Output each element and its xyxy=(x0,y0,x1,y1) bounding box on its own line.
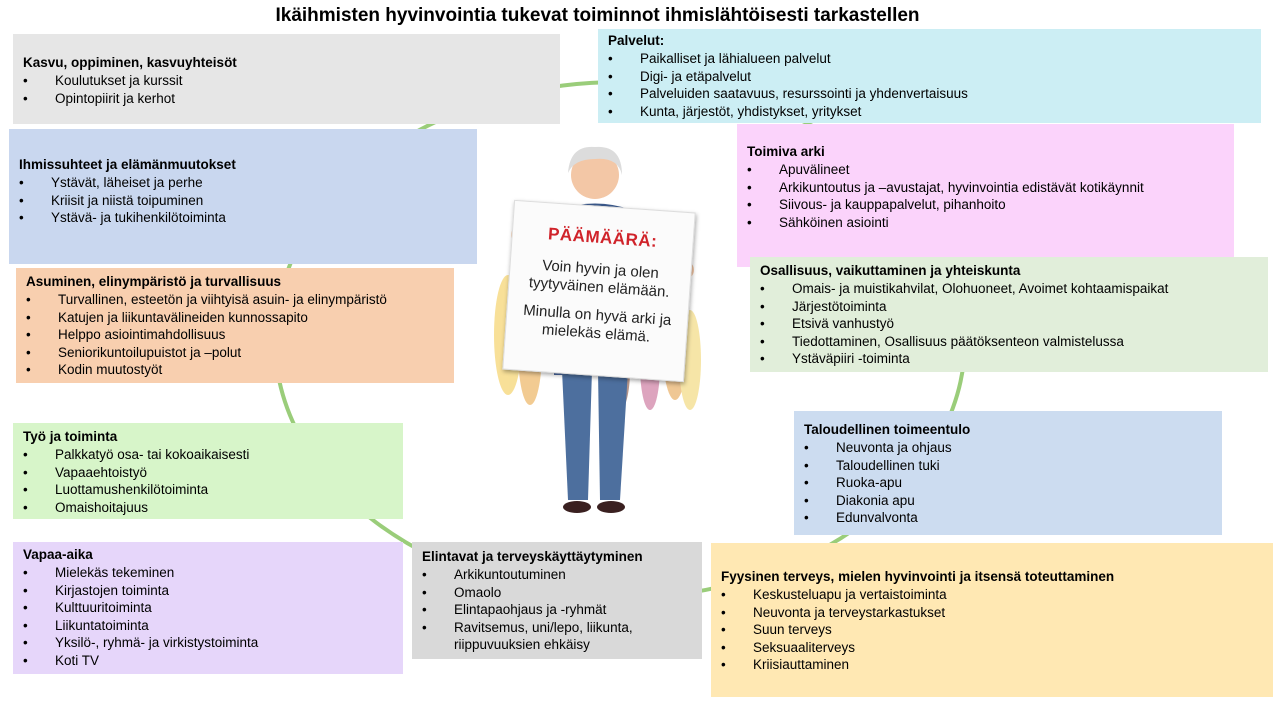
bullet-list xyxy=(23,446,393,516)
list-item: • Vapaaehtoistyö xyxy=(23,464,393,482)
box-title: Palvelut: xyxy=(608,33,665,48)
list-item: • Apuvälineet xyxy=(747,161,1224,179)
list-item: • Kriisiauttaminen xyxy=(721,656,1263,674)
list-item: • Seksuaaliterveys xyxy=(721,639,1263,657)
box-title: Taloudellinen toimeentulo xyxy=(804,422,971,437)
box-title: Elintavat ja terveyskäyttäytyminen xyxy=(422,549,643,564)
box-title: Kasvu, oppiminen, kasvuyhteisöt xyxy=(23,55,237,70)
goal-heading: PÄÄMÄÄRÄ: xyxy=(547,224,658,251)
box-fyysinen-terveys xyxy=(711,543,1273,697)
bullet-list xyxy=(26,291,444,379)
list-item: • Ystävät, läheiset ja perhe xyxy=(19,174,467,192)
list-item: • Luottamushenkilötoiminta xyxy=(23,481,393,499)
list-item: • Kirjastojen toiminta xyxy=(23,582,393,600)
box-tyo xyxy=(13,423,403,519)
list-item: • Kunta, järjestöt, yhdistykset, yritykset xyxy=(608,103,1251,121)
box-talous xyxy=(794,411,1222,535)
bullet-list xyxy=(608,50,1251,120)
list-item: • Kulttuuritoiminta xyxy=(23,599,393,617)
box-osallisuus xyxy=(750,257,1268,372)
list-item: • Seniorikuntoilupuistot ja –polut xyxy=(26,344,444,362)
list-item: • Omaishoitajuus xyxy=(23,499,393,517)
list-item: • Neuvonta ja terveystarkastukset xyxy=(721,604,1263,622)
list-item: • Turvallinen, esteetön ja viihtyisä asuin- ja elinympäristö xyxy=(26,291,444,309)
box-title: Asuminen, elinympäristö ja turvallisuus xyxy=(26,274,282,289)
list-item: • Yksilö-, ryhmä- ja virkistystoiminta xyxy=(23,634,393,652)
bullet-list xyxy=(747,161,1224,231)
list-item: • Neuvonta ja ohjaus xyxy=(804,439,1212,457)
page-title: Ikäihmisten hyvinvointia tukevat toiminnot ihmislähtöisesti tarkastellen xyxy=(275,5,920,26)
list-item: • Etsivä vanhustyö xyxy=(760,315,1258,333)
bullet-list xyxy=(804,439,1212,527)
box-title: Ihmissuhteet ja elämänmuutokset xyxy=(19,157,236,172)
list-item: • Taloudellinen tuki xyxy=(804,457,1212,475)
list-item: • Keskusteluapu ja vertaistoiminta xyxy=(721,586,1263,604)
list-item: • Liikuntatoiminta xyxy=(23,617,393,635)
box-title: Fyysinen terveys, mielen hyvinvointi ja itsensä toteuttaminen xyxy=(721,569,1115,584)
bullet-list xyxy=(23,72,550,107)
goal-text-1: Voin hyvin ja olen tyytyväinen elämään. xyxy=(528,257,671,301)
goal-text-2: Minulla on hyvä arki ja mielekäs elämä. xyxy=(522,301,672,346)
list-item: • Kodin muutostyöt xyxy=(26,361,444,379)
list-item: • Digi- ja etäpalvelut xyxy=(608,68,1251,86)
list-item: • Ravitsemus, uni/lepo, liikunta, riippuvuuksien ehkäisy xyxy=(422,619,692,654)
list-item: • Tiedottaminen, Osallisuus päätöksenteon valmistelussa xyxy=(760,333,1258,351)
box-toimiva-arki xyxy=(737,124,1234,267)
list-item: • Elintapaohjaus ja -ryhmät xyxy=(422,601,692,619)
box-elintavat xyxy=(412,542,702,659)
list-item: • Koti TV xyxy=(23,652,393,670)
list-item: • Kriisit ja niistä toipuminen xyxy=(19,192,467,210)
list-item: • Helppo asiointimahdollisuus xyxy=(26,326,444,344)
list-item: • Arkikuntoutuminen xyxy=(422,566,692,584)
box-title: Työ ja toiminta xyxy=(23,429,118,444)
list-item: • Koulutukset ja kurssit xyxy=(23,72,550,90)
list-item: • Katujen ja liikuntavälineiden kunnossapito xyxy=(26,309,444,327)
bullet-list xyxy=(23,564,393,670)
list-item: • Palveluiden saatavuus, resurssointi ja yhdenvertaisuus xyxy=(608,85,1251,103)
bullet-list xyxy=(19,174,467,227)
box-title: Osallisuus, vaikuttaminen ja yhteiskunta xyxy=(760,263,1021,278)
list-item: • Diakonia apu xyxy=(804,492,1212,510)
box-title: Toimiva arki xyxy=(747,144,825,159)
list-item: • Arkikuntoutus ja –avustajat, hyvinvointia edistävät kotikäynnit xyxy=(747,179,1224,197)
list-item: • Opintopiirit ja kerhot xyxy=(23,90,550,108)
bullet-list xyxy=(721,586,1263,674)
box-vapaa-aika xyxy=(13,542,403,674)
list-item: • Paikalliset ja lähialueen palvelut xyxy=(608,50,1251,68)
bullet-list xyxy=(760,280,1258,368)
list-item: • Omaolo xyxy=(422,584,692,602)
list-item: • Ystävä- ja tukihenkilötoiminta xyxy=(19,209,467,227)
goal-sign xyxy=(502,200,695,382)
list-item: • Ruoka-apu xyxy=(804,474,1212,492)
box-kasvu xyxy=(13,34,560,124)
box-title: Vapaa-aika xyxy=(23,547,93,562)
list-item: • Järjestötoiminta xyxy=(760,298,1258,316)
list-item: • Mielekäs tekeminen xyxy=(23,564,393,582)
list-item: • Siivous- ja kauppapalvelut, pihanhoito xyxy=(747,196,1224,214)
box-ihmissuhteet xyxy=(9,129,477,264)
list-item: • Omais- ja muistikahvilat, Olohuoneet, Avoimet kohtaamispaikat xyxy=(760,280,1258,298)
list-item: • Suun terveys xyxy=(721,621,1263,639)
list-item: • Edunvalvonta xyxy=(804,509,1212,527)
bullet-list xyxy=(422,566,692,654)
list-item: • Palkkatyö osa- tai kokoaikaisesti xyxy=(23,446,393,464)
box-palvelut xyxy=(598,29,1261,123)
box-asuminen xyxy=(16,268,454,383)
list-item: • Sähköinen asiointi xyxy=(747,214,1224,232)
list-item: • Ystäväpiiri -toiminta xyxy=(760,350,1258,368)
